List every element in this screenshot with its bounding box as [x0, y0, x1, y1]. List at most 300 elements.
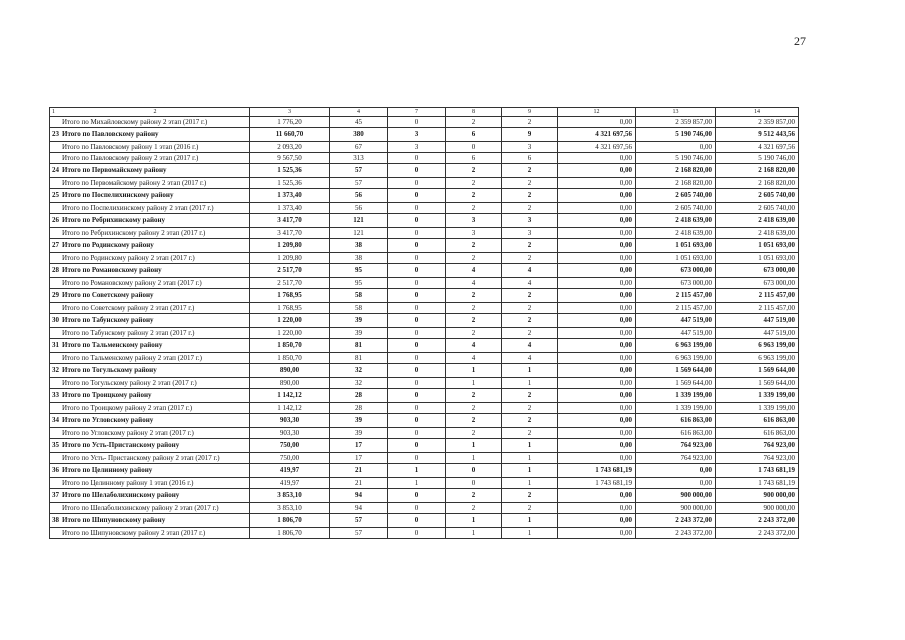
row-value-c9: 2 — [502, 164, 558, 178]
row-value-c4: 39 — [330, 328, 388, 339]
header-cell: 3 — [250, 108, 330, 117]
row-value-c9: 1 — [502, 528, 558, 539]
row-value-c13: 2 168 820,00 — [636, 164, 716, 178]
row-index: 38 — [52, 516, 59, 524]
row-value-c12: 0,00 — [558, 503, 636, 514]
row-label: Итого по Романовскому району — [62, 266, 162, 274]
row-value-c3: 419,97 — [250, 464, 330, 478]
row-value-c4: 17 — [330, 439, 388, 453]
row-value-c14: 764 923,00 — [716, 439, 799, 453]
row-value-c9: 4 — [502, 339, 558, 353]
header-cell: 4 — [330, 108, 388, 117]
row-name-cell — [50, 464, 250, 478]
table-row — [50, 303, 799, 314]
row-name-cell — [50, 164, 250, 178]
page-number: 27 — [794, 34, 806, 48]
row-value-c13: 2 243 372,00 — [636, 528, 716, 539]
row-value-c9: 2 — [502, 314, 558, 328]
row-value-c13: 900 000,00 — [636, 503, 716, 514]
row-value-c13: 2 605 740,00 — [636, 189, 716, 203]
row-value-c12: 4 321 697,56 — [558, 128, 636, 142]
row-value-c14: 1 051 693,00 — [716, 253, 799, 264]
table-row — [50, 228, 799, 239]
row-index: 25 — [52, 191, 59, 199]
row-value-c4: 380 — [330, 128, 388, 142]
row-value-c7: 0 — [388, 153, 446, 164]
header-cell: 12 — [558, 108, 636, 117]
row-value-c3: 1 209,80 — [250, 239, 330, 253]
row-value-c8: 4 — [446, 278, 502, 289]
row-value-c4: 81 — [330, 339, 388, 353]
table-row — [50, 328, 799, 339]
row-value-c13: 6 963 199,00 — [636, 339, 716, 353]
row-value-c8: 4 — [446, 264, 502, 278]
row-label: Итого по Шелаболихинскому району — [62, 491, 180, 499]
row-index: 32 — [52, 366, 59, 374]
header-cell: 13 — [636, 108, 716, 117]
row-value-c4: 95 — [330, 264, 388, 278]
row-value-c14: 9 512 443,56 — [716, 128, 799, 142]
row-value-c12: 0,00 — [558, 117, 636, 128]
row-value-c3: 1 525,36 — [250, 164, 330, 178]
table-row — [50, 214, 799, 228]
row-index: 31 — [52, 341, 59, 349]
row-value-c12: 0,00 — [558, 214, 636, 228]
table-row — [50, 142, 799, 153]
row-value-c14: 4 321 697,56 — [716, 142, 799, 153]
row-value-c9: 2 — [502, 203, 558, 214]
row-index: 23 — [52, 130, 59, 138]
row-value-c3: 750,00 — [250, 453, 330, 464]
row-value-c9: 1 — [502, 464, 558, 478]
row-value-c3: 890,00 — [250, 364, 330, 378]
row-value-c14: 2 115 457,00 — [716, 289, 799, 303]
row-value-c9: 4 — [502, 264, 558, 278]
row-value-c3: 1 220,00 — [250, 314, 330, 328]
row-label: Итого по Табунскому району — [62, 316, 154, 324]
row-value-c9: 6 — [502, 153, 558, 164]
row-value-c14: 2 605 740,00 — [716, 203, 799, 214]
row-name-cell — [50, 389, 250, 403]
table-row — [50, 414, 799, 428]
row-value-c8: 2 — [446, 314, 502, 328]
row-label: Итого по Тогульскому району 2 этап (2017 г.) — [62, 379, 197, 387]
row-value-c4: 39 — [330, 314, 388, 328]
row-value-c9: 1 — [502, 439, 558, 453]
row-value-c12: 0,00 — [558, 414, 636, 428]
row-value-c7: 0 — [388, 164, 446, 178]
row-value-c12: 0,00 — [558, 314, 636, 328]
row-value-c4: 94 — [330, 489, 388, 503]
row-value-c14: 2 243 372,00 — [716, 528, 799, 539]
row-value-c13: 6 963 199,00 — [636, 353, 716, 364]
row-value-c7: 0 — [388, 403, 446, 414]
row-name-cell — [50, 453, 250, 464]
row-name-cell — [50, 253, 250, 264]
table-row — [50, 428, 799, 439]
row-label: Итого по Троицкому району 2 этап (2017 г.) — [62, 404, 193, 412]
row-label: Итого по Поспелихинскому району — [62, 191, 174, 199]
header-cell: 7 — [388, 108, 446, 117]
row-name-cell — [50, 239, 250, 253]
row-value-c4: 38 — [330, 239, 388, 253]
row-value-c14: 1 743 681,19 — [716, 478, 799, 489]
row-value-c14: 1 339 199,00 — [716, 389, 799, 403]
row-value-c4: 58 — [330, 303, 388, 314]
row-value-c4: 57 — [330, 514, 388, 528]
row-value-c12: 1 743 681,19 — [558, 478, 636, 489]
row-value-c7: 0 — [388, 514, 446, 528]
row-value-c4: 58 — [330, 289, 388, 303]
row-value-c3: 1 768,95 — [250, 303, 330, 314]
row-value-c9: 4 — [502, 353, 558, 364]
row-value-c9: 2 — [502, 289, 558, 303]
row-label: Итого по Первомайскому району 2 этап (2017 г.) — [62, 179, 207, 187]
row-label: Итого по Родинскому району 2 этап (2017 г.) — [62, 254, 195, 262]
row-label: Итого по Троицкому району — [62, 391, 152, 399]
row-value-c4: 28 — [330, 403, 388, 414]
table-row — [50, 178, 799, 189]
row-value-c9: 2 — [502, 303, 558, 314]
row-value-c3: 1 768,95 — [250, 289, 330, 303]
table-row — [50, 378, 799, 389]
table-row — [50, 264, 799, 278]
report-table-container — [49, 107, 798, 539]
row-value-c4: 94 — [330, 503, 388, 514]
row-value-c9: 1 — [502, 514, 558, 528]
row-value-c7: 0 — [388, 278, 446, 289]
row-value-c14: 616 863,00 — [716, 414, 799, 428]
row-label: Итого по Тальменскому району 2 этап (2017 г.) — [62, 354, 202, 362]
row-value-c9: 1 — [502, 453, 558, 464]
row-value-c7: 0 — [388, 353, 446, 364]
row-index: 34 — [52, 416, 59, 424]
row-value-c8: 2 — [446, 117, 502, 128]
row-value-c7: 0 — [388, 178, 446, 189]
row-label: Итого по Шелаболихинскому району 2 этап (2017 г.) — [62, 504, 219, 512]
row-value-c14: 6 963 199,00 — [716, 339, 799, 353]
row-value-c13: 616 863,00 — [636, 428, 716, 439]
row-value-c13: 1 339 199,00 — [636, 403, 716, 414]
row-value-c8: 1 — [446, 528, 502, 539]
row-value-c13: 0,00 — [636, 142, 716, 153]
row-name-cell — [50, 203, 250, 214]
row-label: Итого по Тогульскому району — [62, 366, 157, 374]
row-value-c7: 0 — [388, 289, 446, 303]
row-value-c3: 1 525,36 — [250, 178, 330, 189]
row-value-c14: 2 243 372,00 — [716, 514, 799, 528]
row-value-c12: 0,00 — [558, 514, 636, 528]
row-value-c4: 21 — [330, 464, 388, 478]
table-row — [50, 503, 799, 514]
row-name-cell — [50, 414, 250, 428]
row-value-c12: 0,00 — [558, 339, 636, 353]
row-value-c4: 56 — [330, 189, 388, 203]
row-name-cell — [50, 189, 250, 203]
row-label: Итого по Ребрихинскому району — [62, 216, 166, 224]
row-value-c7: 0 — [388, 264, 446, 278]
row-value-c3: 1 209,80 — [250, 253, 330, 264]
row-value-c14: 616 863,00 — [716, 428, 799, 439]
table-row — [50, 478, 799, 489]
row-name-cell — [50, 178, 250, 189]
row-value-c8: 3 — [446, 228, 502, 239]
row-value-c13: 2 115 457,00 — [636, 289, 716, 303]
row-value-c4: 121 — [330, 228, 388, 239]
row-value-c7: 0 — [388, 228, 446, 239]
row-value-c8: 0 — [446, 464, 502, 478]
table-row — [50, 239, 799, 253]
row-value-c9: 4 — [502, 278, 558, 289]
row-name-cell — [50, 228, 250, 239]
row-value-c13: 673 000,00 — [636, 264, 716, 278]
row-value-c4: 313 — [330, 153, 388, 164]
row-value-c14: 2 418 639,00 — [716, 214, 799, 228]
row-value-c3: 2 517,70 — [250, 278, 330, 289]
row-name-cell — [50, 128, 250, 142]
row-value-c9: 2 — [502, 489, 558, 503]
row-value-c8: 1 — [446, 364, 502, 378]
row-value-c12: 0,00 — [558, 253, 636, 264]
row-label: Итого по Поспелихинскому району 2 этап (2017 г.) — [62, 204, 214, 212]
row-value-c12: 0,00 — [558, 489, 636, 503]
row-value-c12: 0,00 — [558, 178, 636, 189]
row-value-c12: 0,00 — [558, 264, 636, 278]
row-value-c8: 0 — [446, 478, 502, 489]
row-value-c12: 4 321 697,56 — [558, 142, 636, 153]
row-label: Итого по Шипуновскому району 2 этап (2017 г.) — [62, 529, 206, 537]
row-value-c13: 900 000,00 — [636, 489, 716, 503]
row-value-c13: 1 569 644,00 — [636, 378, 716, 389]
header-col-2: 2 — [153, 109, 157, 115]
table-header-row — [50, 108, 799, 117]
table-row — [50, 403, 799, 414]
row-value-c3: 3 417,70 — [250, 214, 330, 228]
row-index: 24 — [52, 166, 59, 174]
row-name-cell — [50, 278, 250, 289]
report-table — [49, 107, 799, 539]
row-value-c8: 2 — [446, 253, 502, 264]
row-value-c12: 0,00 — [558, 453, 636, 464]
row-value-c7: 0 — [388, 339, 446, 353]
row-value-c8: 4 — [446, 353, 502, 364]
row-name-cell — [50, 153, 250, 164]
row-value-c14: 2 359 857,00 — [716, 117, 799, 128]
table-row — [50, 314, 799, 328]
row-value-c12: 1 743 681,19 — [558, 464, 636, 478]
row-value-c13: 2 168 820,00 — [636, 178, 716, 189]
row-index: 26 — [52, 216, 59, 224]
row-value-c13: 2 418 639,00 — [636, 214, 716, 228]
row-value-c9: 3 — [502, 228, 558, 239]
row-value-c3: 1 220,00 — [250, 328, 330, 339]
row-value-c3: 11 660,70 — [250, 128, 330, 142]
row-value-c12: 0,00 — [558, 278, 636, 289]
row-name-cell — [50, 314, 250, 328]
row-label: Итого по Целинному району 1 этап (2016 г.) — [62, 479, 194, 487]
row-value-c9: 9 — [502, 128, 558, 142]
table-row — [50, 289, 799, 303]
row-label: Итого по Усть-Пристанскому району — [62, 441, 180, 449]
row-value-c8: 2 — [446, 164, 502, 178]
row-label: Итого по Усть- Пристанскому району 2 этап (2017 г.) — [62, 454, 220, 462]
row-value-c14: 1 051 693,00 — [716, 239, 799, 253]
row-label: Итого по Павловскому району — [62, 130, 159, 138]
row-label: Итого по Романовскому району 2 этап (2017 г.) — [62, 279, 202, 287]
row-value-c13: 1 051 693,00 — [636, 253, 716, 264]
row-value-c4: 38 — [330, 253, 388, 264]
row-value-c13: 616 863,00 — [636, 414, 716, 428]
row-value-c13: 2 418 639,00 — [636, 228, 716, 239]
row-index: 29 — [52, 291, 59, 299]
row-index: 28 — [52, 266, 59, 274]
row-label: Итого по Целинному району — [62, 466, 153, 474]
row-value-c8: 6 — [446, 128, 502, 142]
table-row — [50, 439, 799, 453]
row-value-c14: 1 569 644,00 — [716, 378, 799, 389]
row-value-c12: 0,00 — [558, 428, 636, 439]
row-value-c9: 2 — [502, 253, 558, 264]
row-value-c4: 32 — [330, 364, 388, 378]
row-value-c3: 1 806,70 — [250, 528, 330, 539]
row-name-cell — [50, 339, 250, 353]
row-value-c7: 0 — [388, 328, 446, 339]
row-value-c8: 2 — [446, 239, 502, 253]
row-value-c8: 2 — [446, 178, 502, 189]
row-value-c3: 3 417,70 — [250, 228, 330, 239]
row-value-c4: 57 — [330, 528, 388, 539]
row-value-c4: 56 — [330, 203, 388, 214]
row-value-c8: 6 — [446, 153, 502, 164]
table-row — [50, 189, 799, 203]
row-value-c12: 0,00 — [558, 303, 636, 314]
row-name-cell — [50, 303, 250, 314]
row-value-c3: 3 853,10 — [250, 503, 330, 514]
row-value-c8: 1 — [446, 453, 502, 464]
row-value-c13: 2 115 457,00 — [636, 303, 716, 314]
row-value-c12: 0,00 — [558, 353, 636, 364]
row-value-c4: 28 — [330, 389, 388, 403]
row-label: Итого по Советскому району 2 этап (2017 г.) — [62, 304, 195, 312]
row-value-c7: 0 — [388, 253, 446, 264]
table-row — [50, 464, 799, 478]
row-value-c4: 32 — [330, 378, 388, 389]
row-value-c8: 2 — [446, 389, 502, 403]
row-value-c7: 3 — [388, 128, 446, 142]
row-value-c4: 81 — [330, 353, 388, 364]
row-label: Итого по Тальменскому району — [62, 341, 163, 349]
row-value-c9: 2 — [502, 389, 558, 403]
row-label: Итого по Угловскому району 2 этап (2017 г.) — [62, 429, 194, 437]
row-value-c3: 2 517,70 — [250, 264, 330, 278]
row-index: 27 — [52, 241, 59, 249]
row-value-c9: 3 — [502, 142, 558, 153]
table-row — [50, 153, 799, 164]
table-row — [50, 389, 799, 403]
row-value-c13: 0,00 — [636, 478, 716, 489]
row-value-c14: 900 000,00 — [716, 489, 799, 503]
table-body — [50, 108, 799, 539]
row-name-cell — [50, 378, 250, 389]
row-value-c13: 447 519,00 — [636, 314, 716, 328]
row-value-c7: 3 — [388, 142, 446, 153]
row-value-c8: 2 — [446, 503, 502, 514]
row-name-cell — [50, 428, 250, 439]
row-value-c14: 5 190 746,00 — [716, 153, 799, 164]
header-cell: 8 — [446, 108, 502, 117]
row-value-c7: 0 — [388, 453, 446, 464]
row-value-c13: 5 190 746,00 — [636, 128, 716, 142]
table-row — [50, 128, 799, 142]
row-index: 36 — [52, 466, 59, 474]
row-value-c14: 6 963 199,00 — [716, 353, 799, 364]
row-value-c13: 0,00 — [636, 464, 716, 478]
table-row — [50, 364, 799, 378]
row-label: Итого по Павловскому району 2 этап (2017 г.) — [62, 154, 199, 162]
row-value-c13: 2 359 857,00 — [636, 117, 716, 128]
row-label: Итого по Табунскому району 2 этап (2017 г.) — [62, 329, 195, 337]
table-row — [50, 453, 799, 464]
row-name-cell — [50, 439, 250, 453]
row-value-c7: 1 — [388, 464, 446, 478]
row-value-c9: 1 — [502, 378, 558, 389]
row-value-c14: 1 339 199,00 — [716, 403, 799, 414]
row-value-c12: 0,00 — [558, 364, 636, 378]
row-value-c4: 39 — [330, 414, 388, 428]
row-value-c14: 2 168 820,00 — [716, 164, 799, 178]
row-value-c8: 1 — [446, 514, 502, 528]
row-label: Итого по Михайловскому району 2 этап (2017 г.) — [62, 118, 208, 126]
row-value-c3: 1 776,20 — [250, 117, 330, 128]
row-label: Итого по Родинскому району — [62, 241, 154, 249]
row-index: 37 — [52, 491, 59, 499]
row-value-c9: 2 — [502, 189, 558, 203]
row-value-c13: 447 519,00 — [636, 328, 716, 339]
row-value-c12: 0,00 — [558, 439, 636, 453]
row-value-c9: 2 — [502, 503, 558, 514]
row-value-c13: 2 243 372,00 — [636, 514, 716, 528]
row-value-c12: 0,00 — [558, 153, 636, 164]
table-row — [50, 203, 799, 214]
table-row — [50, 278, 799, 289]
row-value-c9: 2 — [502, 239, 558, 253]
row-value-c12: 0,00 — [558, 228, 636, 239]
row-value-c9: 2 — [502, 428, 558, 439]
row-value-c8: 2 — [446, 328, 502, 339]
table-row — [50, 489, 799, 503]
table-row — [50, 339, 799, 353]
row-value-c13: 1 569 644,00 — [636, 364, 716, 378]
row-value-c12: 0,00 — [558, 239, 636, 253]
row-value-c14: 2 418 639,00 — [716, 228, 799, 239]
row-value-c12: 0,00 — [558, 164, 636, 178]
row-value-c3: 1 373,40 — [250, 203, 330, 214]
row-value-c7: 0 — [388, 439, 446, 453]
table-row — [50, 353, 799, 364]
row-name-cell — [50, 353, 250, 364]
row-value-c3: 9 567,50 — [250, 153, 330, 164]
row-value-c9: 2 — [502, 414, 558, 428]
row-value-c13: 673 000,00 — [636, 278, 716, 289]
row-value-c3: 3 853,10 — [250, 489, 330, 503]
row-value-c14: 673 000,00 — [716, 278, 799, 289]
row-value-c8: 2 — [446, 403, 502, 414]
row-name-cell — [50, 328, 250, 339]
row-value-c9: 2 — [502, 117, 558, 128]
row-name-cell — [50, 403, 250, 414]
row-value-c8: 4 — [446, 339, 502, 353]
row-value-c13: 2 605 740,00 — [636, 203, 716, 214]
